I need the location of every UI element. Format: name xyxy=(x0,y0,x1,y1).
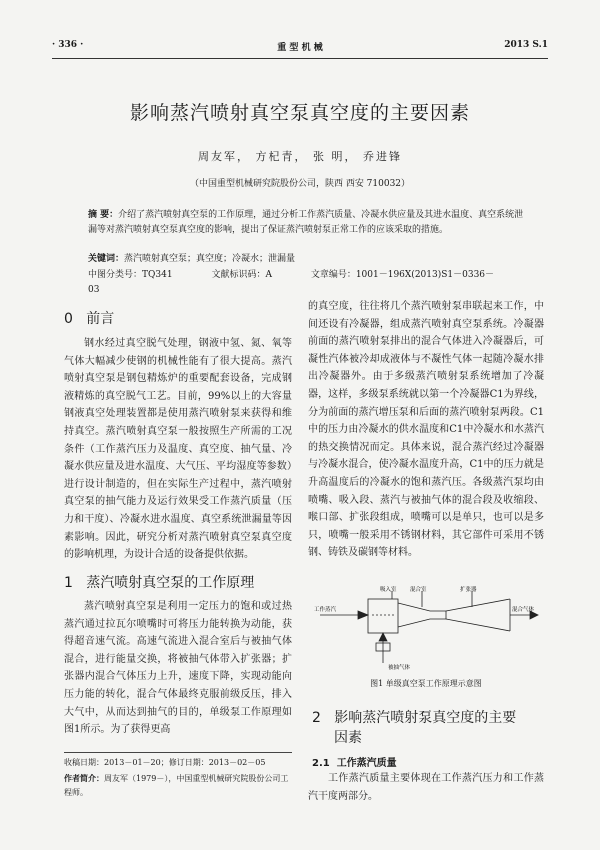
section-1-body xyxy=(64,598,292,739)
keywords-label: 关键词： xyxy=(88,254,125,264)
article-id: 文章编号：1001－196X(2013)S1－0336－03 xyxy=(88,270,495,295)
issue-label: 2013 S.1 xyxy=(504,40,548,50)
section-2-paragraph: 工作蒸汽质量主要体现在工作蒸汽压力和工作蒸汽干度两部分。 xyxy=(308,773,544,802)
section-0-number: 0 xyxy=(64,311,73,327)
suction-arrow xyxy=(379,633,387,641)
page-number: · 336 · xyxy=(52,40,84,50)
footnote-author-label: 作者简介： xyxy=(64,774,104,783)
journal-name: 重 型 机 械 xyxy=(277,43,323,53)
abstract xyxy=(88,208,530,238)
abstract-text: 介绍了蒸汽喷射真空泵的工作原理，通过分析工作蒸汽质量、冷凝水供应量及其进水温度、真空系统泄漏等对蒸汽喷射真空泵真空度的影响，提出了保证蒸汽喷射泵正常工作的应该采取的措施。 xyxy=(88,210,524,235)
section-0-heading xyxy=(64,308,114,328)
figure-1-caption: 图1 单级真空泵工作原理示意图 xyxy=(370,679,482,688)
left-column xyxy=(64,335,292,564)
label-diffuser: 扩张器 xyxy=(460,587,477,593)
section-2-heading xyxy=(312,708,516,748)
running-header xyxy=(52,40,548,56)
doc-code: 文献标识码：A xyxy=(211,270,272,280)
inlet-chamber xyxy=(368,599,398,633)
header-rule xyxy=(52,58,548,59)
section-0-title: 前言 xyxy=(86,311,115,327)
subsection-2-1-heading xyxy=(312,754,397,769)
right-column xyxy=(308,298,544,562)
clc-number: 中图分类号：TQ341 xyxy=(88,270,173,280)
section-2-body xyxy=(308,770,544,805)
figure-1-diagram xyxy=(310,585,542,675)
section-2-title-line2: 因素 xyxy=(334,730,362,746)
footnote-author-text: 周友军（1979－），中国重型机械研究院股份公司工程师。 xyxy=(64,774,289,797)
subsection-2-1-number: 2.1 xyxy=(312,758,330,769)
footnote-author xyxy=(64,772,296,800)
keywords-text: 蒸汽喷射真空泵；真空度；冷凝水；泄漏量 xyxy=(124,254,296,264)
classification-line xyxy=(88,268,530,298)
section-2-number: 2 xyxy=(312,710,321,726)
abstract-label: 摘 要： xyxy=(88,210,119,220)
section-0-paragraph: 钢水经过真空脱气处理，钢液中氢、氮、氧等气体大幅减少使钢的机械性能有了很大提高。蒸汽喷射真空泵是钢包精炼炉的重要配套设备，完成钢液精炼的真空脱气工艺。目前，99%以上的大容量钢液真空处理装置都是使用蒸汽喷射泵来获得和维持真空。蒸汽喷射真空泵一般按照生产所需的工况条件（工作蒸汽压力及温度、真空度、抽气量、冷凝水供应量及进水温度、大气压、平均湿度等参数）进行设计制造的，但在实际生产过程中，蒸汽喷射真空泵的抽气能力及运行效果受工作蒸汽质量（压力和干度）、冷凝水进水温度、真空系统泄漏量等因素影响。因此，研究分析对蒸汽喷射真空泵真空度的影响机理，为设计合适的设备提供依据。 xyxy=(64,338,292,561)
right-column-paragraph: 的真空度，往往将几个蒸汽喷射泵串联起来工作，中间还设有冷凝器，组成蒸汽喷射真空泵系统。冷凝器前面的蒸汽喷射泵排出的混合气体进入冷凝器后，可凝性汽体被冷却成液体与不凝性气体一起随冷凝水排出冷凝器外。由于多级蒸汽喷射泵系统增加了冷凝器，这样，多级泵系统就以第一个冷凝器C1为界线，分为前面的蒸汽增压泵和后面的蒸汽喷射泵两段。C1中的压力由冷凝水的供水温度和C1中冷凝水和水蒸汽的热交换情况而定。具体来说，混合蒸汽经过冷凝器与冷凝水混合，使冷凝水温度升高，C1中的压力就是升高温度后的冷凝水的饱和蒸汽压。各级蒸汽泵均由喷嘴、吸入段、蒸汽与被抽气体的混合段及收缩段、喉口部、扩张段组成，喷嘴可以是单只，也可以是多只，喷嘴一般采用不锈钢材料，其它部件可采用不锈钢、铸铁及碳钢等材料。 xyxy=(308,301,544,559)
affiliation: （中国重型机械研究院股份公司，陕西 西安 710032） xyxy=(189,179,411,189)
steam-arrow xyxy=(358,611,368,619)
label-steam: 工作蒸汽 xyxy=(314,607,337,613)
keywords xyxy=(88,252,530,267)
label-suction-gas: 被抽气体 xyxy=(388,665,411,671)
footnote-rule xyxy=(64,752,292,753)
subsection-2-1-title: 工作蒸汽质量 xyxy=(336,758,397,769)
section-2-title-line1: 影响蒸汽喷射泵真空度的主要 xyxy=(334,710,517,726)
diffuser-section xyxy=(446,599,510,631)
section-1-title: 蒸汽喷射真空泵的工作原理 xyxy=(86,575,255,591)
author-list: 周友军， 方杞青， 张 明， 乔进锋 xyxy=(198,150,402,163)
paper-title: 影响蒸汽喷射真空泵真空度的主要因素 xyxy=(129,102,470,124)
section-1-heading xyxy=(64,572,254,592)
label-outlet: 混合气体 xyxy=(512,607,535,613)
label-inlet: 吸入室 xyxy=(380,587,397,593)
section-1-paragraph: 蒸汽喷射真空泵是利用一定压力的饱和或过热蒸汽通过拉瓦尔喷嘴时可将压力能转换为动能，获得超音速气流。高速气流进入混合室后与被抽气体混合，进行能量交换，将被抽气体带入扩张器；扩张器内混合气体压力上升，速度下降，实现动能向压力能的转化，混合气体最终克服前级反压，排入大气中，从而达到抽气的目的，单级泵工作原理如图1所示。为了获得更高 xyxy=(64,601,292,736)
label-mix: 混合室 xyxy=(410,587,427,593)
section-1-number: 1 xyxy=(64,575,73,591)
footnote-received: 收稿日期：2013－01－20；修订日期：2013－02－05 xyxy=(64,758,266,767)
